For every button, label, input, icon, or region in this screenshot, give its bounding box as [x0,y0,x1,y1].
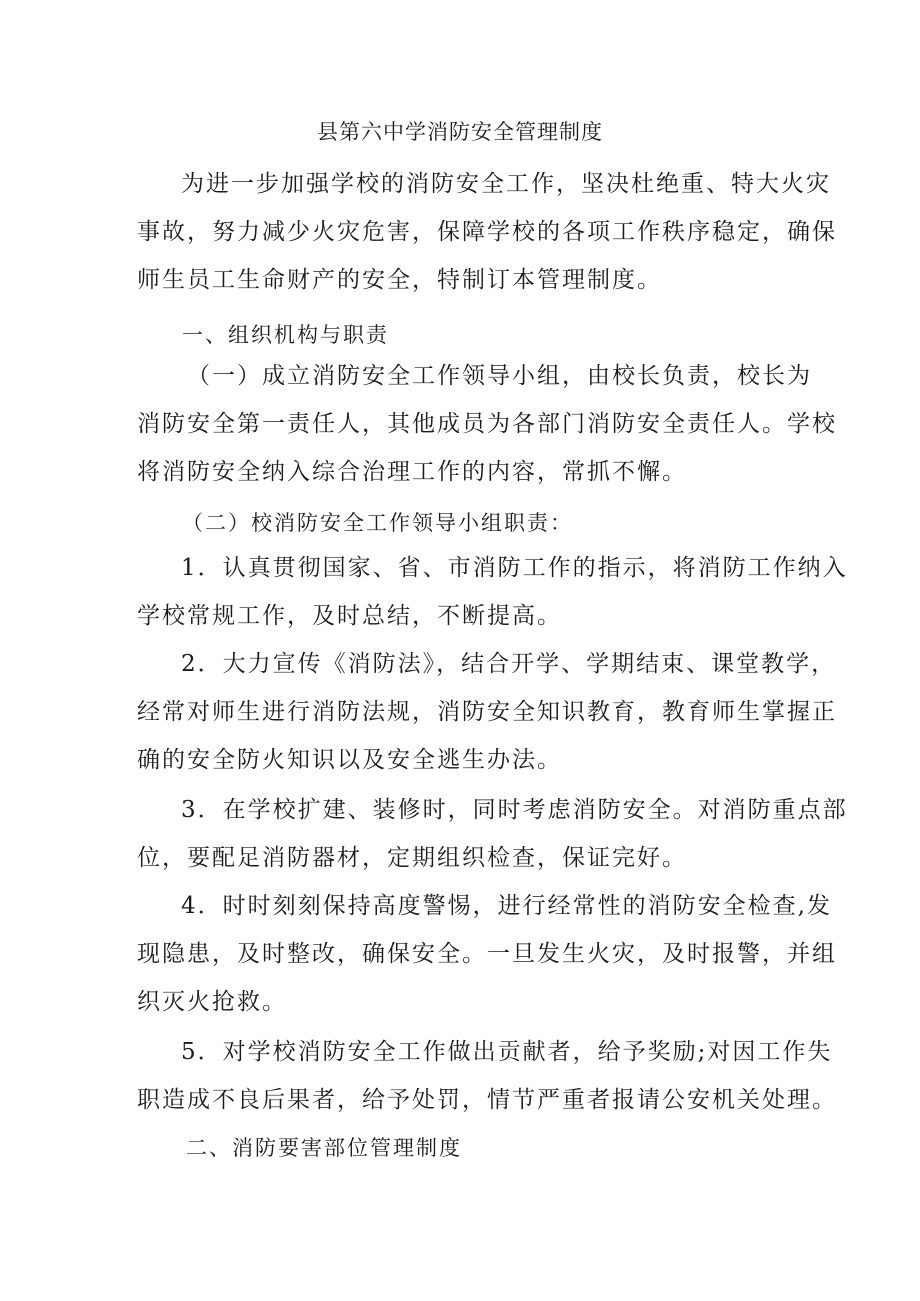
item-2-line-1: 2．大力宣传《消防法》，结合开学、学期结束、课堂教学， [181,651,837,677]
item-1-line-2: 学校常规工作，及时总结，不断提高。 [137,603,562,629]
intro-line-1: 为进一步加强学校的消防安全工作，坚决杜绝重、特大火灾 [181,171,831,197]
item-5-line-2: 职造成不良后果者，给予处罚，情节严重者报请公安机关处理。 [137,1087,837,1113]
sub-1-line-2: 消防安全第一责任人，其他成员为各部门消防安全责任人。学校 [137,411,837,437]
item-4-paragraph [137,882,837,1026]
sub-1-line-1: （一）成立消防安全工作领导小组，由校长负责，校长为 [187,363,812,389]
item-1-paragraph [137,544,848,640]
section-1-heading: 一、组织机构与职责 [182,323,389,347]
item-2-line-2: 经常对师生进行消防法规，消防安全知识教育，教育师生掌握正 [137,699,837,725]
intro-line-2: 事故，努力减少火灾危害，保障学校的各项工作秩序稳定，确保 [137,219,837,245]
intro-paragraph [137,160,837,304]
item-5-paragraph [137,1028,837,1124]
item-1-line-1: 1．认真贯彻国家、省、市消防工作的指示，将消防工作纳入 [181,555,848,581]
document-title: 县第六中学消防安全管理制度 [317,120,603,144]
sub-1-paragraph [137,352,837,496]
item-3-paragraph [137,786,848,882]
item-4-line-1: 4．时时刻刻保持高度警惕，进行经常性的消防安全检查,发 [181,893,832,919]
item-2-line-3: 确的安全防火知识以及安全逃生办法。 [137,747,562,773]
section-2-heading: 二、消防要害部位管理制度 [186,1136,462,1160]
item-3-line-2: 位，要配足消防器材，定期组织检查，保证完好。 [137,845,687,871]
sub-1-line-3: 将消防安全纳入综合治理工作的内容，常抓不懈。 [137,459,687,485]
sub-2-heading: （二）校消防安全工作领导小组职责： [182,511,573,535]
item-4-line-3: 织灭火抢救。 [137,989,287,1015]
intro-line-3: 师生员工生命财产的安全，特制订本管理制度。 [137,267,662,293]
item-4-line-2: 现隐患，及时整改，确保安全。一旦发生火灾，及时报警，并组 [137,941,837,967]
item-5-line-1: 5．对学校消防安全工作做出贡献者，给予奖励;对因工作失 [181,1039,833,1065]
item-3-line-1: 3．在学校扩建、装修时，同时考虑消防安全。对消防重点部 [181,797,848,823]
item-2-paragraph [137,640,837,784]
